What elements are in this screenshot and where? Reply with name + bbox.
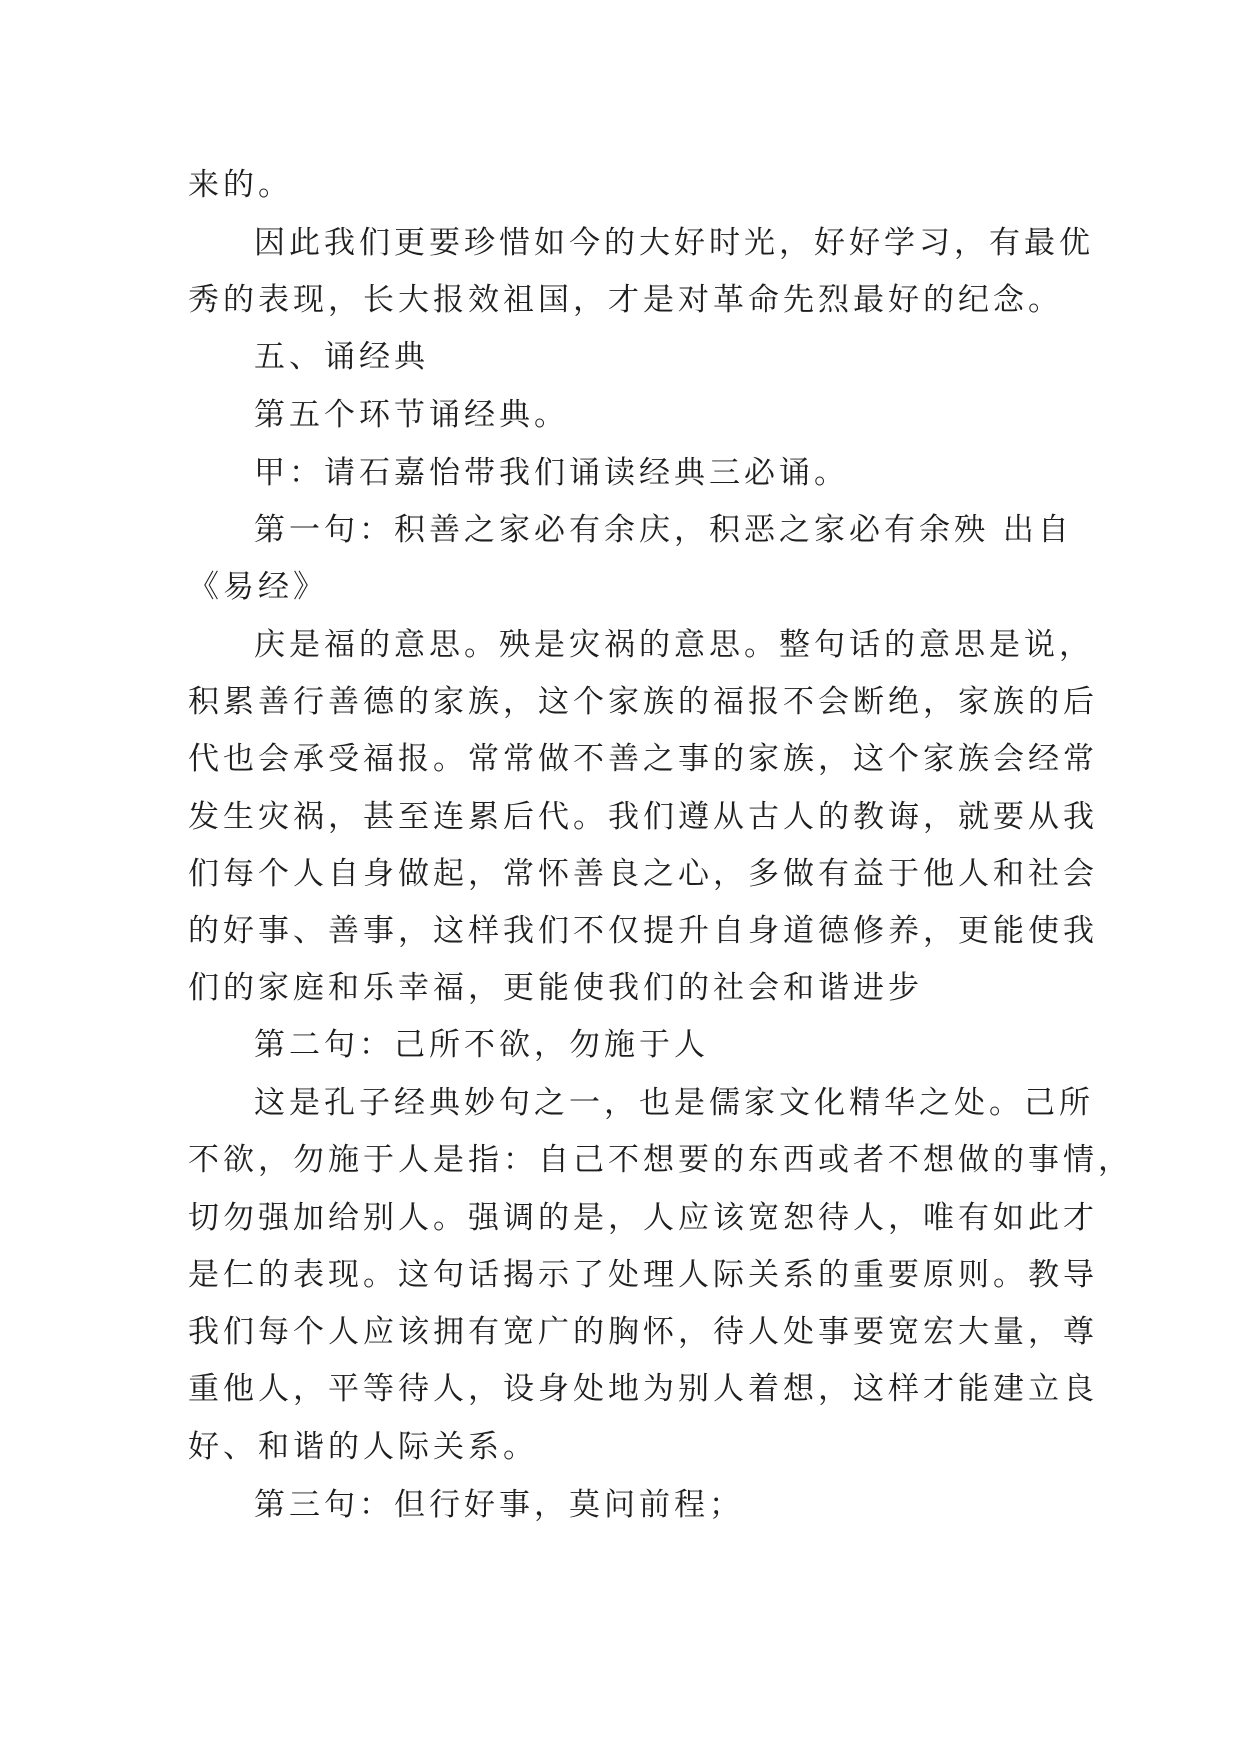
text-line: 切勿强加给别人。强调的是，人应该宽恕待人，唯有如此才 [188, 1200, 1098, 1236]
text-line: 好、和谐的人际关系。 [188, 1429, 538, 1465]
text-line: 代也会承受福报。常常做不善之事的家族，这个家族会经常 [188, 741, 1098, 777]
text-line: 的好事、善事，这样我们不仅提升自身道德修养，更能使我 [188, 913, 1098, 949]
text-line: 第一句：积善之家必有余庆，积恶之家必有余殃 出自 [254, 512, 1073, 548]
text-line: 是仁的表现。这句话揭示了处理人际关系的重要原则。教导 [188, 1257, 1098, 1293]
text-line: 因此我们更要珍惜如今的大好时光，好好学习，有最优 [254, 225, 1094, 261]
text-line: 第二句：己所不欲，勿施于人 [254, 1027, 709, 1063]
text-line: 积累善行善德的家族，这个家族的福报不会断绝，家族的后 [188, 684, 1098, 720]
text-line: 甲：请石嘉怡带我们诵读经典三必诵。 [254, 455, 849, 491]
text-line: 第五个环节诵经典。 [254, 397, 569, 433]
text-line: 们每个人自身做起，常怀善良之心，多做有益于他人和社会 [188, 856, 1098, 892]
text-line: 第三句：但行好事，莫问前程； [254, 1487, 744, 1523]
text-line: 庆是福的意思。殃是灾祸的意思。整句话的意思是说， [254, 627, 1094, 663]
text-line: 秀的表现，长大报效祖国，才是对革命先烈最好的纪念。 [188, 282, 1063, 318]
text-line: 重他人，平等待人，设身处地为别人着想，这样才能建立良 [188, 1371, 1098, 1407]
section-heading: 五、诵经典 [254, 339, 429, 375]
text-line: 们的家庭和乐幸福，更能使我们的社会和谐进步 [188, 970, 923, 1006]
text-line: 这是孔子经典妙句之一，也是儒家文化精华之处。己所 [254, 1085, 1094, 1121]
text-line: 《易经》 [188, 569, 328, 605]
text-line: 来的。 [188, 167, 293, 203]
text-line: 不欲，勿施于人是指：自己不想要的东西或者不想做的事情， [188, 1142, 1133, 1178]
text-line: 我们每个人应该拥有宽广的胸怀，待人处事要宽宏大量，尊 [188, 1314, 1098, 1350]
text-line: 发生灾祸，甚至连累后代。我们遵从古人的教诲，就要从我 [188, 799, 1098, 835]
